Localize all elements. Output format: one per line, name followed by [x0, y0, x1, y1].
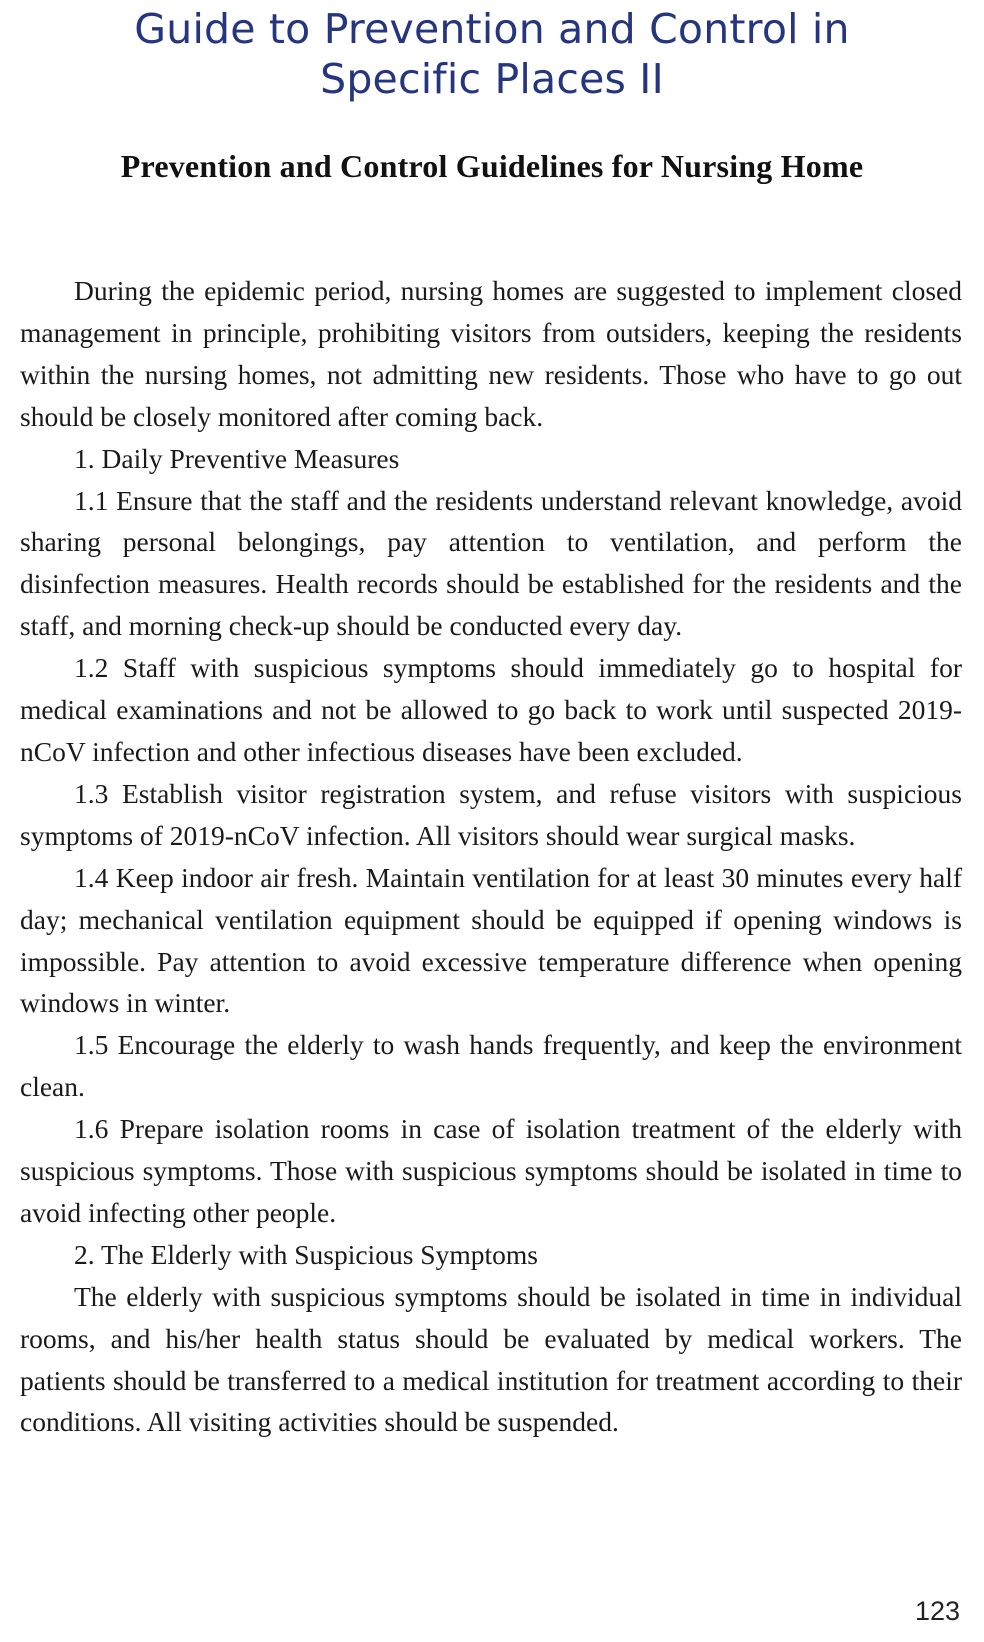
paragraph-1-4: 1.4 Keep indoor air fresh. Maintain ventilation for at least 30 minutes every half day; mechanical ventilation equipment should be equipped if opening windows is impossible. Pay attention to avoid excessive temperature difference when opening windows in winter. [20, 861, 962, 1019]
paragraph-1-2: 1.2 Staff with suspicious symptoms should immediately go to hospital for medical examinations and not be allowed to go back to work until suspected 2019-nCoV infection and other infectious diseases have been excluded. [20, 652, 962, 767]
heading-elderly-suspicious-symptoms: 2. The Elderly with Suspicious Symptoms [74, 1238, 538, 1270]
chapter-title-line-1: Guide to Prevention and Control in [134, 5, 850, 53]
paragraph-1-5: 1.5 Encourage the elderly to wash hands frequently, and keep the environment clean. [20, 1029, 962, 1103]
intro-paragraph: During the epidemic period, nursing homes are suggested to implement closed management in principle, prohibiting visitors from outsiders, keeping the residents within the nursing homes, not admitting new residents. Those who have to go out should be closely monitored after coming back. [20, 275, 962, 432]
section-title: Prevention and Control Guidelines for Nursing Home [120, 148, 864, 184]
paragraph-1-6: 1.6 Prepare isolation rooms in case of isolation treatment of the elderly with suspicious symptoms. Those with suspicious symptoms should be isolated in time to avoid infecting other people. [20, 1113, 962, 1228]
page-number: 123 [914, 1596, 960, 1626]
chapter-title [0, 4, 984, 104]
heading-daily-preventive-measures: 1. Daily Preventive Measures [74, 442, 400, 474]
paragraph-1-1: 1.1 Ensure that the staff and the residents understand relevant knowledge, avoid sharing personal belongings, pay attention to ventilation, and perform the disinfection measures. Health records should be established for the residents and the staff, and morning check-up should be conducted every day. [20, 484, 962, 642]
body-text [20, 270, 962, 1443]
paragraph-2: The elderly with suspicious symptoms should be isolated in time in individual rooms, and his/her health status should be evaluated by medical workers. The patients should be transferred to a medical institution for treatment according to their conditions. All visiting activities should be suspended. [20, 1280, 962, 1438]
paragraph-1-3: 1.3 Establish visitor registration system, and refuse visitors with suspicious symptoms of 2019-nCoV infection. All visitors should wear surgical masks. [20, 777, 962, 851]
chapter-title-line-2: Specific Places II [320, 55, 664, 103]
